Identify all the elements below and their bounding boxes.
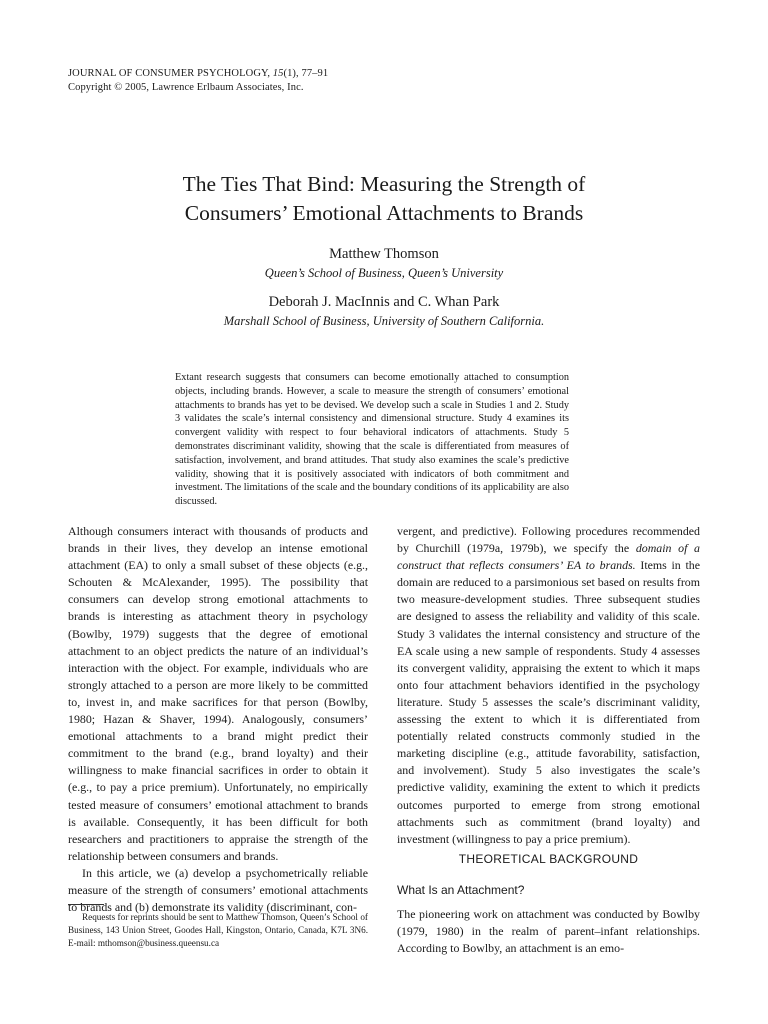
author-block-2 [110,292,658,330]
copyright-line: Copyright © 2005, Lawrence Erlbaum Associates, Inc. [68,82,304,93]
body-paragraph: In this article, we (a) develop a psychometrically reliable measure of the strength of consumers’ emotional attachments to brands and (b) demonstrate its validity (discriminant, con- [68,865,368,915]
title-line-2: Consumers’ Emotional Attachments to Brands [184,201,584,225]
journal-citation: JOURNAL OF CONSUMER PSYCHOLOGY, 15(1), 77–91 [68,68,329,79]
author-name: Matthew Thomson [329,246,439,262]
footnote [68,911,368,950]
author-block-1 [110,244,658,282]
body-paragraph: Although consumers interact with thousands of products and brands in their lives, they develop an intense emotional attachment (EA) to only a small subset of these objects (e.g., Schouten & McAlexander, 1995). The possibility that consumers can develop strong emotional attachments to brands is interesting as attachment theory in psychology (Bowlby, 1979) suggests that the degree of emotional attachment to an object predicts the nature of an individual’s interaction with the object. For example, individuals who are strongly attached to a person are more likely to be committed to, invest in, and make sacrifices for that person (Bowlby, 1980; Hazan & Shaver, 1994). Analogously, consumers’ emotional attachments to a brand might predict their commitment to the brand (e.g., brand loyalty) and their willingness to make financial sacrifices in order to obtain it (e.g., to pay a price premium). Unfortunately, no empirically tested measure of consumers’ emotional attachment to brands is available. Consequently, it has been difficult for both researchers and practitioners to appraise the strength of the relationship between consumers and brands. [68,524,368,863]
abstract: Extant research suggests that consumers can become emotionally attached to consumption objects, including brands. However, a scale to measure the strength of consumers’ emotional attachments to brands has yet to be devised. We develop such a scale in Studies 1 and 2. Study 3 validates the scale’s internal consistency and dimensional structure. Study 4 examines its convergent validity with respect to four behavioral indicators of attachments. Study 5 demonstrates discriminant validity, showing that the scale is differentiated from measures of satisfaction, involvement, and brand attitudes. That study also examines the scale’s predictive validity, showing that it is positively associated with indicators of both commitment and investment. The limitations of the scale and the boundary conditions of its applicability are also discussed. [175,372,569,508]
subsection-heading: What Is an Attachment? [397,883,525,897]
footnote-text: Requests for reprints should be sent to Matthew Thomson, Queen’s School of Business, 143 Union Street, Goodes Hall, Kingston, Ontario, Canada, K7L 3N6. E-mail: mthomson@business.queensu.ca [68,912,368,948]
author-affiliation: Queen’s School of Business, Queen’s University [264,266,504,280]
body-column-left [68,523,368,916]
emphasized-text: domain of a construct that reflects consumers’ EA to brands. [397,541,700,573]
author-name: Deborah J. MacInnis and C. Whan Park [268,294,500,310]
footnote-divider [68,904,104,905]
journal-volume: 15 [272,68,284,79]
journal-header [68,67,328,95]
body-paragraph: vergent, and predictive). Following procedures recommended by Churchill (1979a, 1979b), we specify the domain of a construct that reflects consumers’ EA to brands. Items in the domain are reduced to a parsimonious set based on results from two measure-development studies. Three subsequent studies are designed to assess the reliability and validity of this scale. Study 3 validates the internal consistency and structure of the EA scale using a new sample of respondents. Study 4 assesses its convergent validity, appraising the extent to which it maps onto four attachment behaviors identified in the psychology literature. Study 5 assesses the scale’s discriminant validity, assessing the extent to which it is differentiated from potentially related constructs commonly studied in the marketing discipline (e.g., attitude favorability, satisfaction, and involvement). Study 5 also investigates the scale’s predictive validity, examining the extent to which it predicts outcomes purported to emerge from strong emotional attachments such as commitment (brand loyalty) and investment (willingness to pay a price premium). [397,524,700,846]
title-line-1: The Ties That Bind: Measuring the Strength of [182,172,586,196]
author-affiliation: Marshall School of Business, University of Southern California. [223,314,545,328]
body-column-right [397,523,700,848]
section-heading: THEORETICAL BACKGROUND [458,852,639,866]
article-title [110,170,658,228]
body-paragraph: The pioneering work on attachment was conducted by Bowlby (1979, 1980) in the realm of parent–infant relationships. According to Bowlby, an attachment is an emo- [397,907,700,956]
body-column-right-continued [397,906,700,957]
